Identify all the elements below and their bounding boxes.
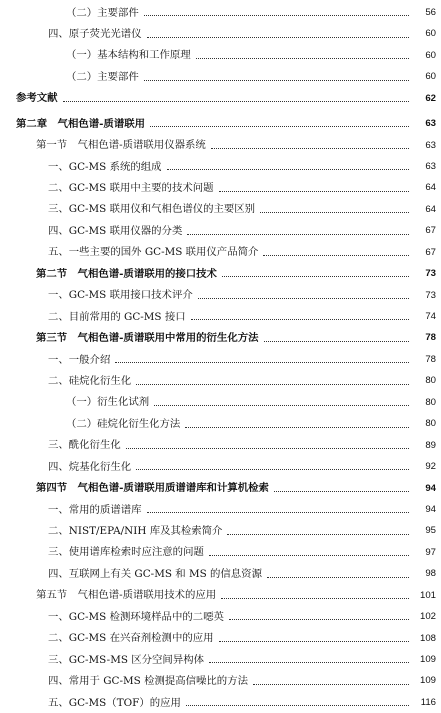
toc-entry-page-number: 64: [425, 203, 436, 215]
toc-entry: [0, 263, 441, 284]
toc-entry-title: 五、GC-MS（TOF）的应用: [48, 696, 181, 709]
toc-entry-title: 第四节 气相色谱-质谱联用质谱谱库和计算机检索: [36, 482, 269, 495]
toc-entry: [0, 649, 441, 670]
toc-entry: [0, 499, 441, 520]
toc-entry: [0, 156, 441, 177]
toc-entry-title: 三、GC-MS-MS 区分空间异构体: [48, 653, 204, 666]
toc-entry: [0, 178, 441, 199]
toc-entry: [0, 585, 441, 606]
toc-entry-title: （一）基本结构和工作原理: [66, 49, 191, 62]
toc-entry-page-number: 94: [425, 503, 436, 515]
toc-entry-title: 四、互联网上有关 GC-MS 和 MS 的信息资源: [48, 567, 262, 580]
toc-entry-page-number: 67: [425, 225, 436, 237]
dot-leader: [167, 169, 409, 170]
toc-entry: [0, 66, 441, 87]
dot-leader: [196, 58, 409, 59]
dot-leader: [229, 619, 409, 620]
dot-leader: [186, 705, 409, 706]
toc-entry-page-number: 89: [425, 439, 436, 451]
dot-leader: [219, 191, 409, 192]
toc-entry: [0, 435, 441, 456]
toc-entry-page-number: 78: [425, 353, 436, 365]
toc-entry-title: 三、酰化衍生化: [48, 439, 121, 452]
toc-entry: [0, 456, 441, 477]
toc-entry-title: 四、原子荧光光谱仪: [48, 27, 142, 40]
toc-entry-page-number: 109: [419, 654, 436, 666]
dot-leader: [144, 15, 409, 16]
toc-entry-page-number: 80: [425, 375, 436, 387]
dot-leader: [221, 598, 409, 599]
toc-entry: [0, 285, 441, 306]
toc-entry-page-number: 109: [419, 675, 436, 687]
toc-entry-title: 一、GC-MS 检测环境样品中的二噁英: [48, 610, 224, 623]
toc-entry: [0, 88, 441, 109]
toc-entry-title: （二）硅烷化衍生化方法: [66, 417, 181, 430]
toc-entry-title: 二、NIST/EPA/NIH 库及其检索简介: [48, 525, 223, 538]
toc-entry-page-number: 73: [425, 268, 436, 280]
dot-leader: [147, 37, 409, 38]
dot-leader: [209, 555, 409, 556]
toc-entry-page-number: 108: [419, 632, 436, 644]
table-of-contents: [0, 2, 441, 713]
toc-entry-title: 三、GC-MS 联用仪和气相色谱仪的主要区别: [48, 203, 256, 216]
toc-entry-page-number: 101: [419, 589, 436, 601]
toc-entry-page-number: 60: [425, 28, 436, 40]
toc-entry: [0, 671, 441, 692]
toc-entry-page-number: 94: [425, 482, 436, 494]
dot-leader: [253, 684, 409, 685]
toc-entry-title: 四、常用于 GC-MS 检测提高信噪比的方法: [48, 675, 248, 688]
dot-leader: [147, 512, 409, 513]
toc-entry-page-number: 98: [425, 568, 436, 580]
dot-leader: [136, 469, 409, 470]
dot-leader: [144, 80, 409, 81]
dot-leader: [222, 276, 409, 277]
toc-entry: [0, 242, 441, 263]
toc-entry-page-number: 80: [425, 418, 436, 430]
toc-entry: [0, 113, 441, 134]
toc-entry-page-number: 73: [425, 289, 436, 301]
toc-entry: [0, 563, 441, 584]
toc-entry-page-number: 62: [425, 92, 436, 104]
toc-entry-title: 第五节 气相色谱-质谱联用技术的应用: [36, 589, 217, 602]
toc-entry: [0, 45, 441, 66]
toc-entry-title: 第三节 气相色谱-质谱联用中常用的衍生化方法: [36, 332, 259, 345]
toc-entry-page-number: 60: [425, 49, 436, 61]
dot-leader: [209, 662, 409, 663]
dot-leader: [136, 384, 409, 385]
dot-leader: [154, 405, 409, 406]
dot-leader: [198, 298, 409, 299]
toc-entry-title: 一、常用的质谱谱库: [48, 503, 142, 516]
toc-entry-page-number: 95: [425, 525, 436, 537]
toc-entry: [0, 306, 441, 327]
toc-entry-title: 第一节 气相色谱-质谱联用仪器系统: [36, 139, 206, 152]
toc-entry-title: 五、一些主要的国外 GC-MS 联用仪产品简介: [48, 246, 259, 259]
toc-entry-page-number: 97: [425, 546, 436, 558]
dot-leader: [219, 641, 409, 642]
toc-entry-page-number: 116: [420, 696, 436, 708]
toc-entry-page-number: 92: [425, 461, 436, 473]
toc-entry-page-number: 74: [425, 311, 436, 323]
dot-leader: [260, 212, 409, 213]
toc-entry-page-number: 102: [419, 611, 436, 623]
toc-entry: [0, 220, 441, 241]
toc-entry-page-number: 67: [425, 246, 436, 258]
toc-entry-title: 二、目前常用的 GC-MS 接口: [48, 310, 186, 323]
toc-entry-title: （二）主要部件: [66, 70, 139, 83]
toc-entry: [0, 370, 441, 391]
toc-entry: [0, 2, 441, 23]
toc-entry-page-number: 63: [425, 139, 436, 151]
toc-entry-page-number: 78: [425, 332, 436, 344]
dot-leader: [187, 234, 409, 235]
toc-entry-title: 一、GC-MS 联用接口技术评介: [48, 289, 193, 302]
toc-entry: [0, 328, 441, 349]
dot-leader: [115, 362, 409, 363]
dot-leader: [185, 427, 409, 428]
toc-entry: [0, 542, 441, 563]
toc-entry: [0, 413, 441, 434]
dot-leader: [227, 534, 409, 535]
toc-entry-title: 二、硅烷化衍生化: [48, 374, 132, 387]
toc-entry-title: 二、GC-MS 联用中主要的技术问题: [48, 182, 214, 195]
dot-leader: [150, 126, 409, 127]
dot-leader: [63, 101, 409, 102]
toc-entry-page-number: 80: [425, 396, 436, 408]
toc-entry: [0, 349, 441, 370]
toc-entry-page-number: 63: [425, 118, 436, 130]
dot-leader: [211, 148, 409, 149]
toc-entry-title: （一）衍生化试剂: [66, 396, 150, 409]
toc-entry-title: 三、使用谱库检索时应注意的问题: [48, 546, 204, 559]
dot-leader: [264, 341, 409, 342]
toc-entry-page-number: 56: [425, 6, 436, 18]
dot-leader: [191, 319, 409, 320]
dot-leader: [126, 448, 409, 449]
toc-entry-title: 四、GC-MS 联用仪器的分类: [48, 224, 183, 237]
toc-entry: [0, 628, 441, 649]
dot-leader: [267, 577, 409, 578]
toc-entry: [0, 392, 441, 413]
toc-entry-title: 第二节 气相色谱-质谱联用的接口技术: [36, 267, 217, 280]
toc-entry: [0, 478, 441, 499]
toc-entry: [0, 521, 441, 542]
toc-entry-title: 一、GC-MS 系统的组成: [48, 160, 162, 173]
toc-entry-title: 参考文献: [16, 92, 58, 105]
toc-entry: [0, 135, 441, 156]
toc-entry-title: 一、一般介绍: [48, 353, 111, 366]
toc-entry-title: 第二章 气相色谱-质谱联用: [16, 117, 145, 130]
toc-entry-title: 四、烷基化衍生化: [48, 460, 132, 473]
toc-entry-title: （二）主要部件: [66, 6, 139, 19]
toc-entry: [0, 606, 441, 627]
toc-entry-page-number: 64: [425, 182, 436, 194]
dot-leader: [263, 255, 409, 256]
toc-entry-page-number: 60: [425, 71, 436, 83]
toc-entry: [0, 692, 441, 713]
dot-leader: [274, 491, 409, 492]
toc-entry: [0, 199, 441, 220]
toc-entry-page-number: 63: [425, 160, 436, 172]
toc-entry: [0, 23, 441, 44]
toc-entry-title: 二、GC-MS 在兴奋剂检测中的应用: [48, 632, 214, 645]
